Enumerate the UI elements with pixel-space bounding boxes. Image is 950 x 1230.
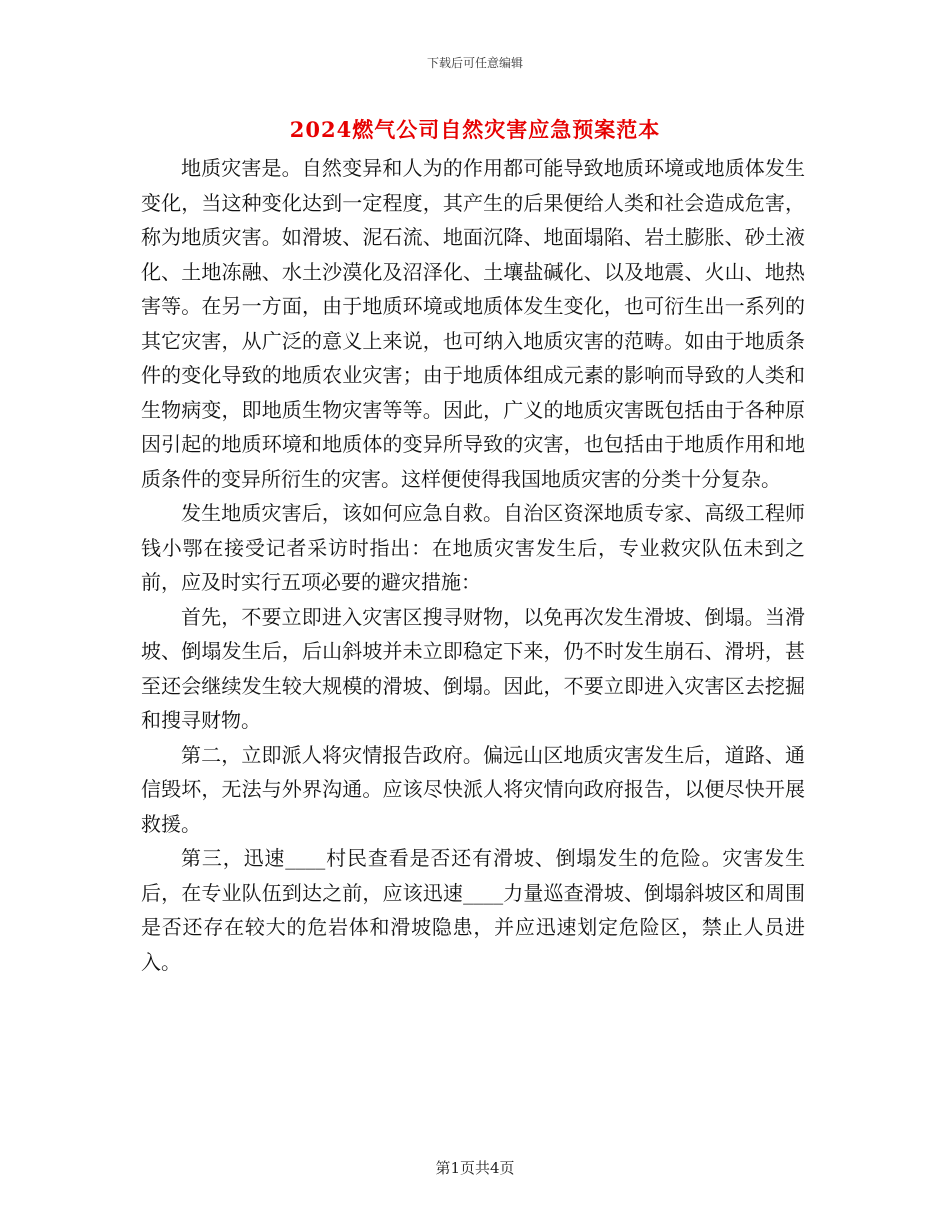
page-footer: 第1页共4页 xyxy=(435,1159,515,1177)
document-title: 2024燃气公司自然灾害应急预案范本 xyxy=(289,117,661,142)
paragraph-4: 第二，立即派人将灾情报告政府。偏远山区地质灾害发生后，道路、通信毁坏，无法与外界沟通。应该尽快派人将灾情向政府报告，以便尽快开展救援。 xyxy=(141,742,805,836)
paragraph-5: 第三，迅速____村民查看是否还有滑坡、倒塌发生的危险。灾害发生后，在专业队伍到达之前，应该迅速____力量巡查滑坡、倒塌斜坡区和周围是否还存在较大的危岩体和滑坡隐患，并应迅速划定危险区，禁止人员进入。 xyxy=(141,846,805,974)
paragraph-3: 首先，不要立即进入灾害区搜寻财物，以免再次发生滑坡、倒塌。当滑坡、倒塌发生后，后山斜坡并未立即稳定下来，仍不时发生崩石、滑坍，甚至还会继续发生较大规模的滑坡、倒塌。因此，不要立即进入灾害区去挖掘和搜寻财物。 xyxy=(141,604,805,732)
paragraph-2: 发生地质灾害后，该如何应急自救。自治区资深地质专家、高级工程师钱小鄂在接受记者采访时指出：在地质灾害发生后，专业救灾队伍未到之前，应及时实行五项必要的避灾措施： xyxy=(141,501,805,594)
paragraph-1: 地质灾害是。自然变异和人为的作用都可能导致地质环境或地质体发生变化，当这种变化达到一定程度，其产生的后果便给人类和社会造成危害，称为地质灾害。如滑坡、泥石流、地面沉降、地面塌陷、岩土膨胀、砂土液化、土地冻融、水土沙漠化及沼泽化、土壤盐碱化、以及地震、火山、地热害等。在另一方面，由于地质环境或地质体发生变化，也可衍生出一系列的其它灾害，从广泛的意义上来说，也可纳入地质灾害的范畴。如由于地质条件的变化导致的地质农业灾害；由于地质体组成元素的影响而导致的人类和生物病变，即地质生物灾害等等。因此，广义的地质灾害既包括由于各种原因引起的地质环境和地质体的变异所导致的灾害，也包括由于地质作用和地质条件的变异所衍生的灾害。这样便使得我国地质灾害的分类十分复杂。 xyxy=(141,156,805,491)
document-body xyxy=(141,151,805,979)
header-note: 下载后可任意编辑 xyxy=(426,56,523,70)
